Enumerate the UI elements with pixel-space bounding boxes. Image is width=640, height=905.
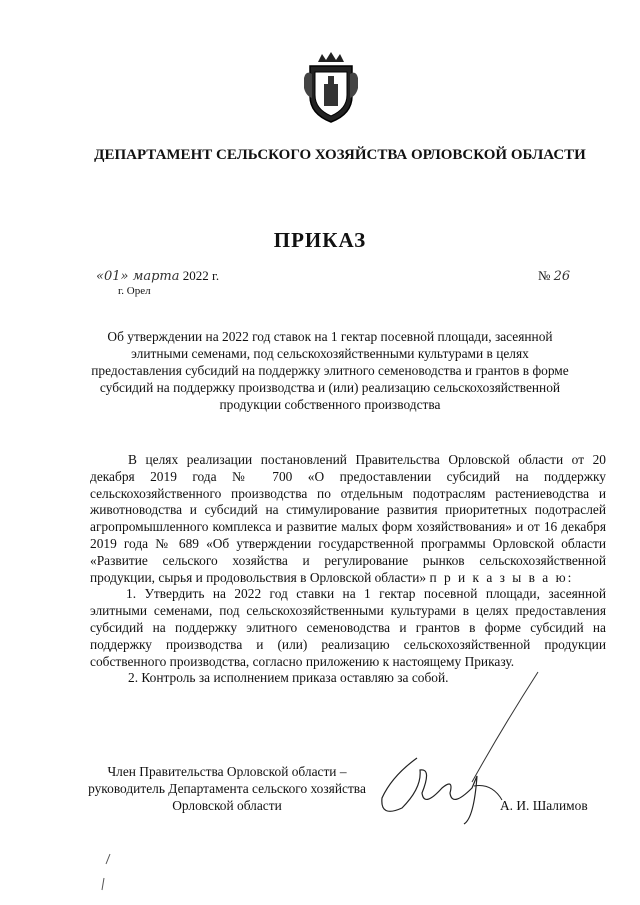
preamble-paragraph — [90, 452, 606, 586]
date-year: 2022 г. — [182, 268, 220, 283]
item-2: 2. Контроль за исполнением приказа оставляю за собой. — [128, 670, 449, 686]
document-date — [96, 268, 219, 284]
number-label: № — [538, 268, 551, 283]
document-number — [538, 268, 570, 284]
signer-position: Член Правительства Орловской области – руководитель Департамента сельского хозяйства Орловской области — [88, 764, 366, 813]
date-handwritten: «01» марта — [96, 269, 180, 284]
number-value: 26 — [553, 269, 571, 284]
order-body — [90, 452, 606, 687]
item-1: 1. Утвердить на 2022 год ставки на 1 гектар посевной площади, засеянной элитными семенами, под сельскохозяйственными культурами в целях предоставления субсидий на поддержку элитного семеноводства и грантов в форме субсидий на поддержку производства и (или) реализацию сельскохозяйственной продукции собственного производства, согласно приложению к настоящему Приказу. — [90, 586, 606, 669]
preamble: В целях реализации постановлений Правительства Орловской области от 20 декабря 2019 года № 700 «О предоставлении субсидий на поддержку сельскохозяйственного производства по отдельным подотраслям растениеводства и животноводства и субсидий на стимулирование развития приоритетных подотраслей агропромышленного комплекса и развитие малых форм хозяйствования» и от 16 декабря 2019 года № 689 «Об утверждении государственной программы Орловской области «Развитие сельского хозяйства и регулирование рынков сельскохозяйственной продукции, сырья и продовольствия в Орловской области» — [90, 452, 606, 585]
signer-name: А. И. Шалимов — [500, 798, 588, 813]
city: г. Орел — [118, 285, 151, 297]
margin-mark — [98, 852, 114, 892]
coat-of-arms-icon — [300, 52, 362, 124]
order-subject: Об утверждении на 2022 год ставок на 1 гектар посевной площади, засеянной элитными семенами, под сельскохозяйственными культурами в целях предоставления субсидий на поддержку элитного семеноводства и грантов в форме субсидий на поддержку производства и (или) реализацию сельскохозяйственной продукции собственного производства — [91, 329, 569, 412]
order-word: п р и к а з ы в а ю: — [429, 569, 574, 585]
department-title: ДЕПАРТАМЕНТ СЕЛЬСКОГО ХОЗЯЙСТВА ОРЛОВСКОЙ ОБЛАСТИ — [94, 147, 586, 163]
document-type: ПРИКАЗ — [273, 228, 367, 252]
